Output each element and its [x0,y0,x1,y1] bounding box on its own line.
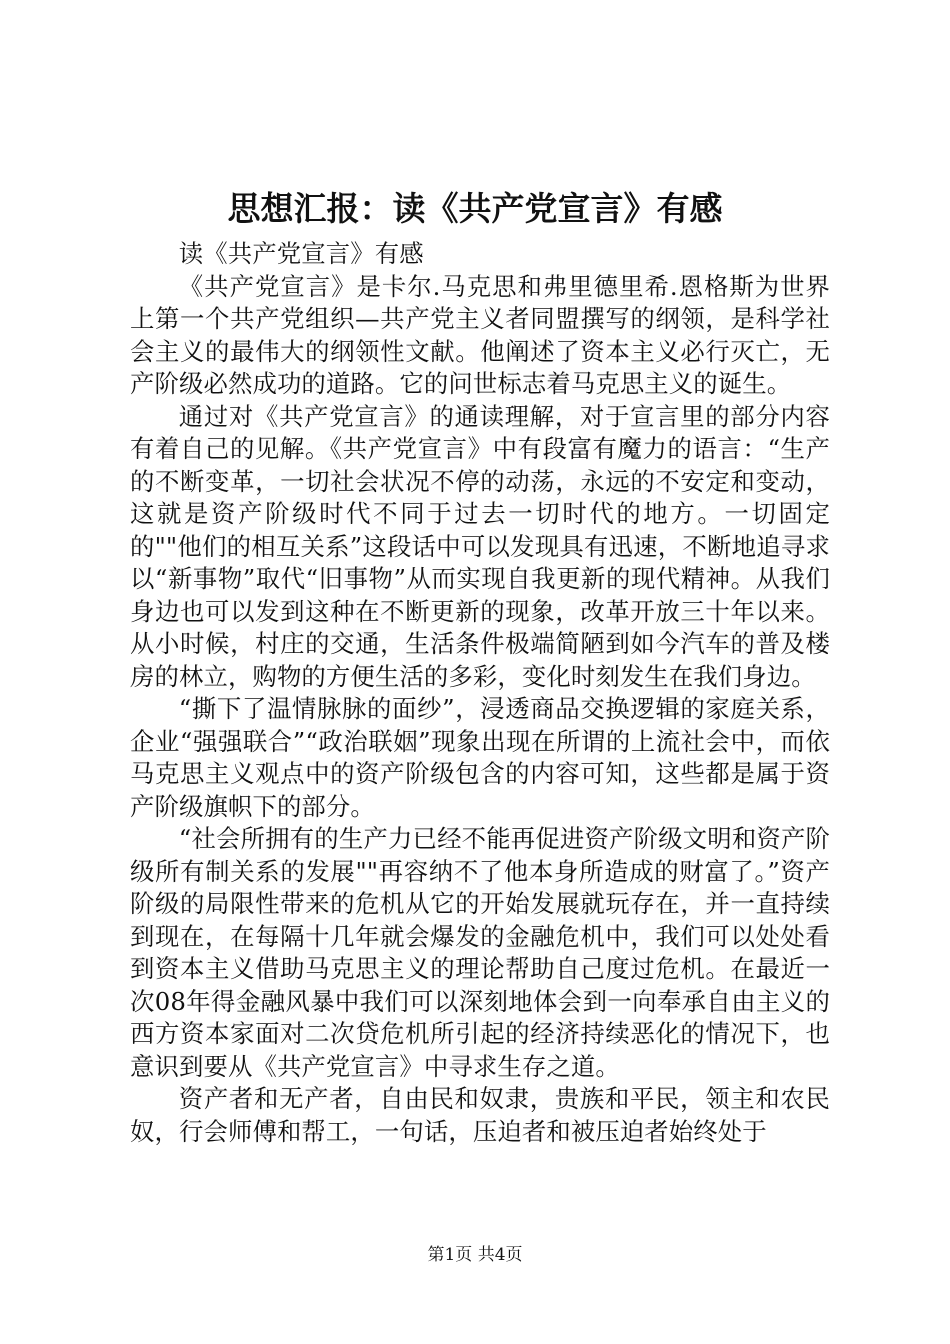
paragraph: 资产者和无产者，自由民和奴隶，贵族和平民，领主和农民奴，行会师傅和帮工，一句话，压迫者和被压迫者始终处于 [130,1084,830,1146]
document-body [130,238,830,1148]
document-title: 思想汇报：读《共产党宣言》有感 [227,189,723,228]
paragraph: “社会所拥有的生产力已经不能再促进资产阶级文明和资产阶级所有制关系的发展""再容纳不了他本身所造成的财富了。”资产阶级的局限性带来的危机从它的开始发展就玩存在，并一直持续到现在，在每隔十几年就会爆发的金融危机中，我们可以处处看到资本主义借助马克思主义的理论帮助自己度过危机。在最近一次08年得金融风暴中我们可以深刻地体会到一向奉承自由主义的西方资本家面对二次贷危机所引起的经济持续恶化的情况下，也意识到要从《共产党宣言》中寻求生存之道。 [130,824,830,1081]
page-number-footer: 第1页 共4页 [427,1245,523,1265]
paragraph-subtitle: 读《共产党宣言》有感 [178,239,424,268]
paragraph: 《共产党宣言》是卡尔.马克思和弗里德里希.恩格斯为世界上第一个共产党组织—共产党主义者同盟撰写的纲领，是科学社会主义的最伟大的纲领性文献。他阐述了资本主义必行灭亡，无产阶级必然成功的道路。它的问世标志着马克思主义的诞生。 [130,271,830,398]
paragraph: “撕下了温情脉脉的面纱”，浸透商品交换逻辑的家庭关系，企业“强强联合”“政治联姻”现象出现在所谓的上流社会中，而依马克思主义观点中的资产阶级包含的内容可知，这些都是属于资产阶级旗帜下的部分。 [130,694,830,821]
paragraph: 通过对《共产党宣言》的通读理解，对于宣言里的部分内容有着自己的见解。《共产党宣言》中有段富有魔力的语言：“生产的不断变革，一切社会状况不停的动荡，永远的不安定和变动，这就是资产阶级时代不同于过去一切时代的地方。一切固定的""他们的相互关系”这段话中可以发现具有迅速，不断地追寻求以“新事物”取代“旧事物”从而实现自我更新的现代精神。从我们身边也可以发到这种在不断更新的现象，改革开放三十年以来。从小时候，村庄的交通，生活条件极端简陋到如今汽车的普及楼房的林立，购物的方便生活的多彩，变化时刻发生在我们身边。 [130,401,830,691]
